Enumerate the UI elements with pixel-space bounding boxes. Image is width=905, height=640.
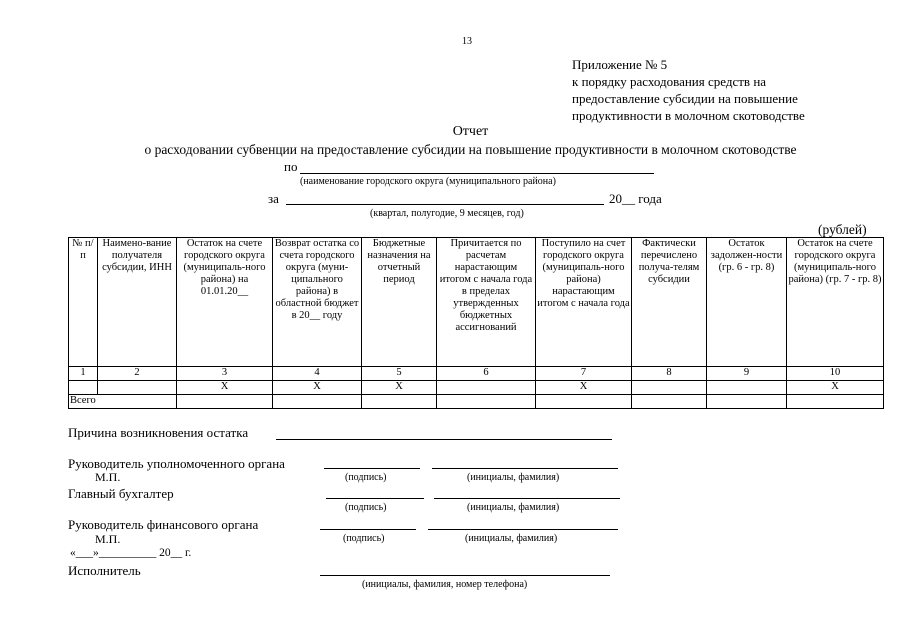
- accountant-signature-line[interactable]: [326, 498, 424, 499]
- appendix-line-4: продуктивности в молочном скотоводстве: [572, 108, 805, 123]
- za-label: за: [268, 191, 279, 206]
- x-cell[interactable]: X: [787, 381, 884, 395]
- head-signature-caption: (подпись): [345, 472, 387, 483]
- units-label: (рублей): [818, 222, 867, 237]
- head-signature-line[interactable]: [324, 468, 420, 469]
- total-cell[interactable]: [787, 395, 884, 409]
- x-cell[interactable]: [98, 381, 177, 395]
- executor-field-line[interactable]: [320, 575, 610, 576]
- table-header-row: [69, 238, 884, 367]
- page-number: 13: [462, 36, 472, 47]
- header-cell-9: Остаток задолжен-ности (гр. 6 - гр. 8): [707, 238, 787, 367]
- fin-initials-line[interactable]: [428, 529, 618, 530]
- reason-field-line[interactable]: [276, 439, 612, 440]
- header-cell-8: Фактически перечислено получа-телям субсидии: [632, 238, 707, 367]
- x-cell[interactable]: X: [536, 381, 632, 395]
- po-caption: (наименование городского округа (муниципального района): [300, 176, 556, 187]
- x-cell[interactable]: X: [273, 381, 362, 395]
- total-label: Всего: [69, 395, 177, 409]
- col-number: 2: [98, 367, 177, 381]
- header-cell-6: Причитается по расчетам нарастающим итогом с начала года в пределах утвержденных бюджетных ассигнований: [437, 238, 536, 367]
- fin-signature-caption: (подпись): [343, 533, 385, 544]
- x-cell[interactable]: [69, 381, 98, 395]
- header-cell-10: Остаток на счете городского округа (муниципаль-ного района) (гр. 7 - гр. 8): [787, 238, 884, 367]
- appendix-line-2: к порядку расходования средств на: [572, 74, 767, 89]
- x-cell[interactable]: X: [362, 381, 437, 395]
- head-initials-line[interactable]: [432, 468, 618, 469]
- mp-label-2: М.П.: [95, 532, 121, 546]
- accountant-signature-caption: (подпись): [345, 502, 387, 513]
- col-number: 6: [437, 367, 536, 381]
- col-number: 10: [787, 367, 884, 381]
- table-row-total: [69, 395, 884, 409]
- date-field[interactable]: «___»__________ 20__ г.: [70, 547, 192, 559]
- col-number: 5: [362, 367, 437, 381]
- total-cell[interactable]: [362, 395, 437, 409]
- report-subtitle: о расходовании субвенции на предоставление субсидии на повышение продуктивности в молочном скотоводстве: [144, 142, 797, 157]
- total-cell[interactable]: [273, 395, 362, 409]
- total-cell[interactable]: [707, 395, 787, 409]
- reason-label: Причина возникновения остатка: [68, 425, 249, 440]
- x-cell[interactable]: [632, 381, 707, 395]
- table-row-x: [69, 381, 884, 395]
- mp-label-1: М.П.: [95, 470, 121, 484]
- fin-head-label: Руководитель финансового органа: [68, 517, 259, 532]
- header-cell-7: Поступило на счет городского округа (муниципаль-ного района) нарастающим итогом с начала года: [536, 238, 632, 367]
- header-cell-5: Бюджетные назначения на отчетный период: [362, 238, 437, 367]
- head-label: Руководитель уполномоченного органа: [68, 456, 285, 471]
- x-cell[interactable]: [437, 381, 536, 395]
- table-row-numbers: [69, 367, 884, 381]
- x-cell[interactable]: [707, 381, 787, 395]
- za-field-line[interactable]: [286, 204, 604, 205]
- col-number: 1: [69, 367, 98, 381]
- col-number: 9: [707, 367, 787, 381]
- appendix-line-3: предоставление субсидии на повышение: [572, 91, 798, 106]
- header-cell-2: Наимено-вание получателя субсидии, ИНН: [98, 238, 177, 367]
- executor-label: Исполнитель: [68, 563, 141, 578]
- col-number: 7: [536, 367, 632, 381]
- accountant-initials-caption: (инициалы, фамилия): [467, 502, 560, 513]
- za-caption: (квартал, полугодие, 9 месяцев, год): [370, 208, 524, 219]
- po-label: по: [284, 159, 298, 174]
- fin-initials-caption: (инициалы, фамилия): [465, 533, 558, 544]
- head-initials-caption: (инициалы, фамилия): [467, 472, 560, 483]
- report-title: Отчет: [452, 124, 489, 139]
- x-cell[interactable]: X: [177, 381, 273, 395]
- col-number: 3: [177, 367, 273, 381]
- total-cell[interactable]: [177, 395, 273, 409]
- appendix-line-1: Приложение № 5: [572, 57, 668, 72]
- total-cell[interactable]: [536, 395, 632, 409]
- chief-accountant-label: Главный бухгалтер: [68, 486, 174, 501]
- total-cell[interactable]: [437, 395, 536, 409]
- col-number: 4: [273, 367, 362, 381]
- po-field-line[interactable]: [300, 173, 654, 174]
- report-table: [68, 237, 884, 409]
- header-cell-4: Возврат остатка со счета городского округа (муни-ципального района) в областной бюджет в 20__ году: [273, 238, 362, 367]
- header-cell-3: Остаток на счете городского округа (муниципаль-ного района) на 01.01.20__: [177, 238, 273, 367]
- fin-signature-line[interactable]: [320, 529, 416, 530]
- year-text: 20__ года: [609, 191, 662, 206]
- total-cell[interactable]: [632, 395, 707, 409]
- executor-caption: (инициалы, фамилия, номер телефона): [362, 579, 528, 590]
- accountant-initials-line[interactable]: [434, 498, 620, 499]
- col-number: 8: [632, 367, 707, 381]
- header-cell-1: № п/п: [69, 238, 98, 367]
